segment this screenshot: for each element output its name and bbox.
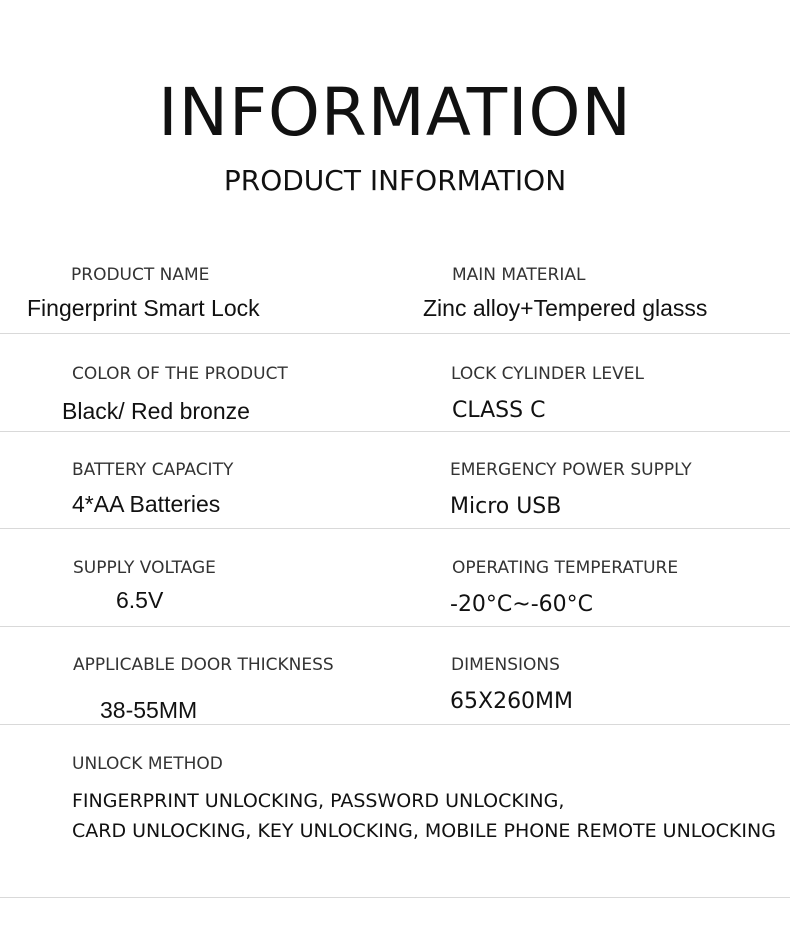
row-divider [0, 333, 790, 334]
emergency-power-label: EMERGENCY POWER SUPPLY [450, 460, 692, 480]
main-material-value: Zinc alloy+Tempered glasss [423, 295, 708, 321]
color-value: Black/ Red bronze [62, 398, 250, 424]
lock-cylinder-label: LOCK CYLINDER LEVEL [451, 364, 644, 384]
door-thickness-label: APPLICABLE DOOR THICKNESS [73, 655, 334, 675]
unlock-method-line-1: FINGERPRINT UNLOCKING, PASSWORD UNLOCKING, [72, 790, 565, 812]
row-divider [0, 724, 790, 725]
color-label: COLOR OF THE PRODUCT [72, 364, 288, 384]
product-name-label: PRODUCT NAME [71, 265, 210, 285]
battery-value: 4*AA Batteries [72, 491, 221, 517]
main-material-label: MAIN MATERIAL [452, 265, 586, 285]
row-divider [0, 528, 790, 529]
battery-label: BATTERY CAPACITY [72, 460, 234, 480]
dimensions-label: DIMENSIONS [451, 655, 560, 675]
door-thickness-value: 38-55MM [100, 697, 198, 723]
unlock-method-line-2: CARD UNLOCKING, KEY UNLOCKING, MOBILE PHONE REMOTE UNLOCKING [72, 820, 776, 842]
unlock-method-label: UNLOCK METHOD [72, 754, 223, 774]
page-subtitle: PRODUCT INFORMATION [223, 164, 567, 197]
dimensions-value: 65X260MM [450, 689, 574, 714]
voltage-label: SUPPLY VOLTAGE [73, 558, 216, 578]
row-divider [0, 897, 790, 898]
row-divider [0, 626, 790, 627]
product-name-value: Fingerprint Smart Lock [27, 295, 260, 321]
lock-cylinder-value: CLASS C [452, 398, 546, 423]
page-title: INFORMATION [158, 74, 632, 151]
voltage-value: 6.5V [116, 587, 164, 613]
temperature-label: OPERATING TEMPERATURE [452, 558, 679, 578]
row-divider [0, 431, 790, 432]
temperature-value: -20°C~-60°C [450, 592, 594, 617]
emergency-power-value: Micro USB [450, 494, 562, 519]
